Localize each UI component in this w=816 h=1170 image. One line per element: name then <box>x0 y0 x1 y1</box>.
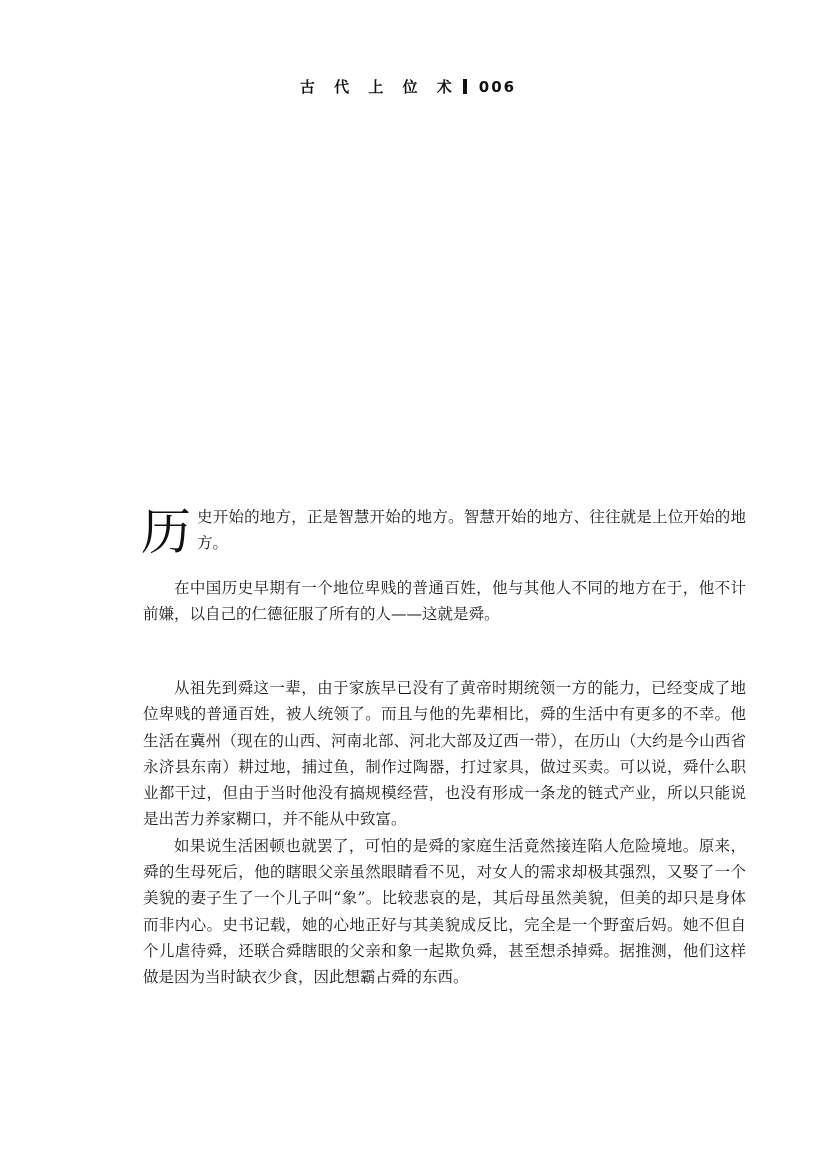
page-number: 006 <box>478 78 517 96</box>
body-block-2 <box>143 675 746 991</box>
lead-paragraph <box>143 504 746 559</box>
body-block-1 <box>143 575 746 628</box>
lead-text: 史开始的地方，正是智慧开始的地方。智慧开始的地方、往往就是上位开始的地方。 <box>197 508 746 553</box>
paragraph: 如果说生活困顿也就罢了，可怕的是舜的家庭生活竟然接连陷人危险境地。原来，舜的生母死后，他的瞎眼父亲虽然眼睛看不见，对女人的需求却极其强烈，又娶了一个美貌的妻子生了一个儿子叫“象”。比较悲哀的是，其后母虽然美貌，但美的却只是身体而非内心。史书记载，她的心地正好与其美貌成反比，完全是一个野蛮后妈。她不但自个儿虐待舜，还联合舜瞎眼的父亲和象一起欺负舜，甚至想杀掉舜。据推测，他们这样做是因为当时缺衣少食，因此想霸占舜的东西。 <box>143 836 746 987</box>
header-separator <box>463 79 467 94</box>
drop-cap: 历 <box>141 503 191 561</box>
running-header <box>0 76 816 97</box>
paragraph: 在中国历史早期有一个地位卑贱的普通百姓，他与其他人不同的地方在于，他不计前嫌，以自己的仁德征服了所有的人——这就是舜。 <box>143 579 746 624</box>
book-title: 古 代 上 位 术 <box>299 78 459 96</box>
paragraph: 从祖先到舜这一辈，由于家族早已没有了黄帝时期统领一方的能力，已经变成了地位卑贱的普通百姓，被人统领了。而且与他的先辈相比，舜的生活中有更多的不幸。他生活在冀州（现在的山西、河南北部、河北大部及辽西一带），在历山（大约是今山西省永济县东南）耕过地，捕过鱼，制作过陶器，打过家具，做过买卖。可以说，舜什么职业都干过，但由于当时他没有搞规模经营，也没有形成一条龙的链式产业，所以只能说是出苦力养家糊口，并不能从中致富。 <box>143 679 746 829</box>
